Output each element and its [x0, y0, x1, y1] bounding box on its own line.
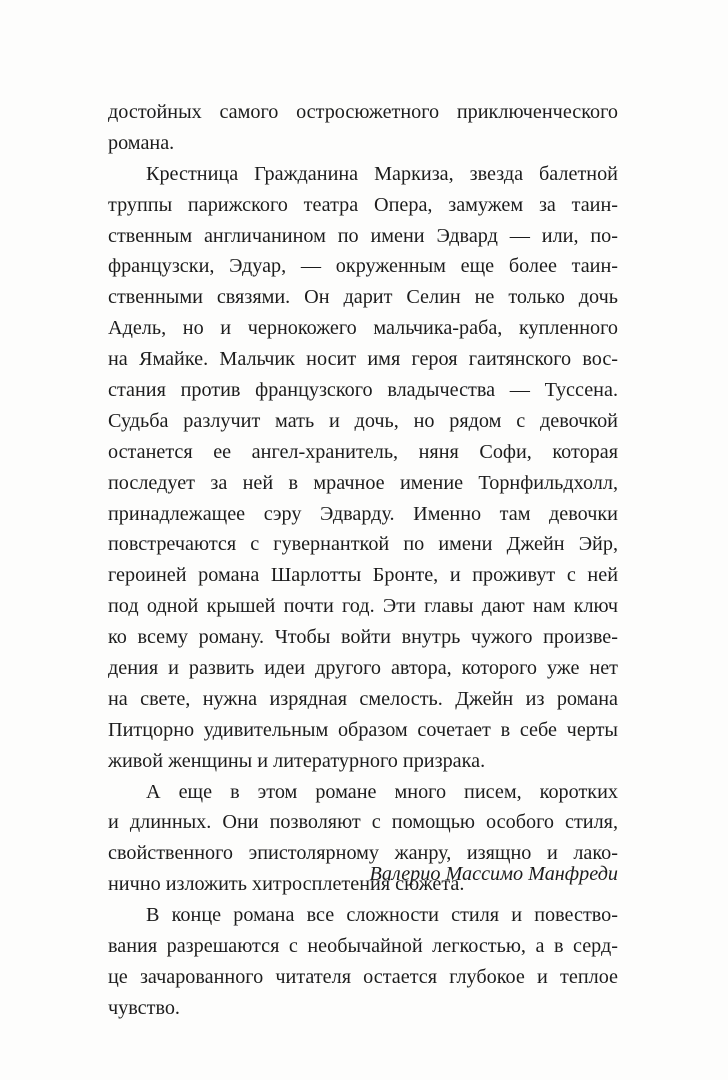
text-line: це зачарованного читателя остается глубокое и теплое — [108, 965, 618, 988]
text-line: под одной крышей почти год. Эти главы дают нам ключ — [108, 595, 618, 618]
text-line: нично изложить хитросплетения сюжета. — [108, 873, 465, 896]
text-line: В конце романа все сложности стиля и повество- — [146, 904, 618, 927]
text-line: ко всему роману. Чтобы войти внутрь чужого произве- — [108, 626, 618, 649]
text-line: достойных самого остросюжетного приключенческого — [108, 101, 618, 123]
text-line: и длинных. Они позволяют с помощью особого стиля, — [108, 811, 618, 834]
text-line: труппы парижского театра Опера, замужем за таин- — [108, 193, 618, 216]
text-line: дения и развить идеи другого автора, которого уже нет — [108, 657, 618, 680]
text-line: живой женщины и литературного призрака. — [108, 749, 486, 772]
text-line: повстречаются с гувернанткой по имени Джейн Эйр, — [108, 533, 618, 556]
text-line: героиней романа Шарлотты Бронте, и проживут с ней — [108, 564, 618, 587]
text-line: А еще в этом романе много писем, коротких — [146, 780, 618, 803]
text-line: останется ее ангел-хранитель, няня Софи, которая — [108, 440, 618, 463]
text-line: на Ямайке. Мальчик носит имя героя гаитянского вос- — [108, 348, 618, 371]
text-line: французски, Эдуар, — окруженным еще более таин- — [108, 255, 618, 278]
text-line: принадлежащее сэру Эдварду. Именно там девочки — [108, 502, 618, 525]
author-signature: Валерио Массимо Манфреди — [369, 863, 618, 885]
text-line: на свете, нужна изрядная смелость. Джейн из романа — [108, 687, 618, 710]
text-line: ственными связями. Он дарит Селин не только дочь — [108, 286, 618, 309]
text-line: ственным англичанином по имени Эдвард — или, по- — [108, 224, 618, 247]
text-line: Крестница Гражданина Маркиза, звезда балетной — [146, 162, 618, 185]
text-line: последует за ней в мрачное имение Торнфильдхолл, — [108, 471, 618, 494]
text-line: Питцорно удивительным образом сочетает в себе черты — [108, 718, 618, 741]
text-line: свойственного эпистолярному жанру, изящно и лако- — [108, 842, 618, 865]
text-line: романа. — [108, 131, 175, 154]
text-line: стания против французского владычества — Туссена. — [108, 379, 618, 402]
text-line: вания разрешаются с необычайной легкостью, а в серд- — [108, 935, 618, 958]
text-line: чувство. — [108, 996, 180, 1019]
text-line: Судьба разлучит мать и дочь, но рядом с девочкой — [108, 409, 618, 432]
text-line: Адель, но и чернокожего мальчика-раба, купленного — [108, 317, 618, 340]
